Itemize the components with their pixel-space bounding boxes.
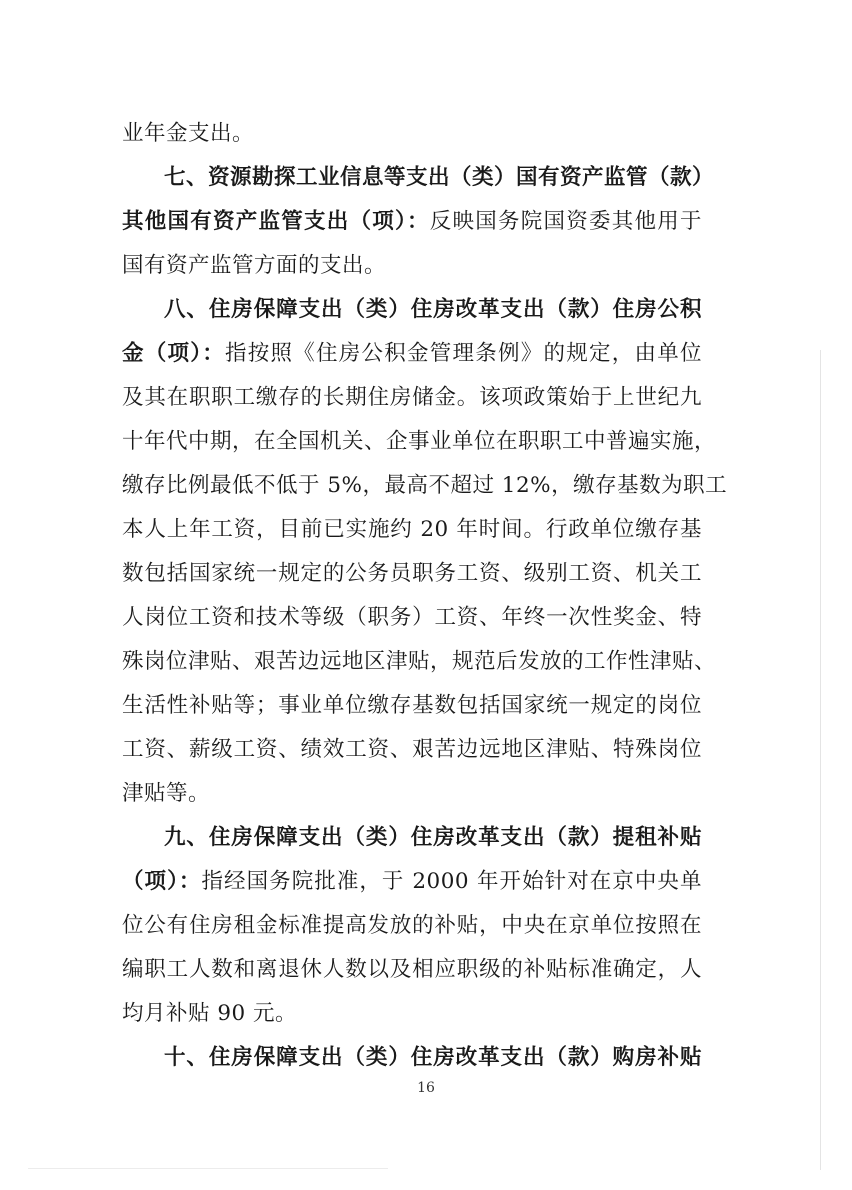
- section-heading-8: [164, 295, 702, 325]
- line-text: 国有资产监管方面的支出。: [122, 253, 387, 278]
- text-line: [122, 911, 702, 941]
- text-line: [122, 779, 702, 809]
- text-line: [122, 251, 702, 281]
- line-text: 津贴等。: [122, 781, 211, 806]
- text-line: [122, 867, 702, 897]
- line-text: 工资、薪级工资、绩效工资、艰苦边远地区津贴、特殊岗位: [122, 737, 702, 762]
- text-line: [122, 735, 702, 765]
- line-text: 业年金支出。: [122, 121, 255, 146]
- heading-text: 九、住房保障支出（类）住房改革支出（款）提租补贴: [164, 825, 702, 850]
- page-number: 16: [417, 1080, 435, 1096]
- line-text: 及其在职职工缴存的长期住房储金。该项政策始于上世纪九: [122, 385, 702, 410]
- line-text: 十年代中期，在全国机关、企事业单位在职职工中普遍实施，: [122, 429, 717, 454]
- heading-text: 八、住房保障支出（类）住房改革支出（款）住房公积: [164, 297, 702, 322]
- text-line: [122, 471, 728, 501]
- heading-text: 七、资源勘探工业信息等支出（类）国有资产监管（款）: [164, 165, 715, 190]
- line-text: 位公有住房租金标准提高发放的补贴，中央在京单位按照在: [122, 913, 702, 938]
- heading-text: 其他国有资产监管支出（项）：: [122, 209, 430, 234]
- scan-edge-line: [820, 350, 821, 1170]
- heading-text: 十、住房保障支出（类）住房改革支出（款）购房补贴: [164, 1045, 702, 1070]
- text-line: [122, 955, 702, 985]
- text-line: [122, 691, 702, 721]
- line-text: 数包括国家统一规定的公务员职务工资、级别工资、机关工: [122, 561, 702, 586]
- line-text: 缴存比例最低不低于 5%，最高不超过 12%，缴存基数为职工: [122, 473, 728, 498]
- line-text: 反映国务院国资委其他用于: [429, 209, 702, 234]
- scan-edge-line: [28, 1168, 388, 1169]
- line-text: 人岗位工资和技术等级（职务）工资、年终一次性奖金、特: [122, 605, 702, 630]
- text-line: [122, 339, 702, 369]
- line-text: 本人上年工资，目前已实施约 20 年时间。行政单位缴存基: [122, 517, 702, 542]
- section-heading-9: [164, 823, 702, 853]
- text-line: [122, 999, 702, 1029]
- text-line: [122, 119, 702, 149]
- line-text: 编职工人数和离退休人数以及相应职级的补贴标准确定，人: [122, 957, 702, 982]
- line-text: 指经国务院批准，于 2000 年开始针对在京中央单: [201, 869, 702, 894]
- line-text: 殊岗位津贴、艰苦边远地区津贴，规范后发放的工作性津贴、: [122, 649, 717, 674]
- line-text: 生活性补贴等；事业单位缴存基数包括国家统一规定的岗位: [122, 693, 702, 718]
- line-text: 指按照《住房公积金管理条例》的规定，由单位: [225, 341, 702, 366]
- heading-text: 金（项）：: [122, 341, 225, 366]
- text-line: [122, 515, 702, 545]
- heading-text: （项）：: [122, 869, 202, 894]
- line-text: 均月补贴 90 元。: [122, 1001, 298, 1026]
- text-line: [122, 559, 702, 589]
- text-line: [122, 207, 702, 237]
- text-line: [122, 427, 717, 457]
- text-line: [122, 383, 702, 413]
- section-heading-10: [164, 1043, 702, 1073]
- section-heading-7: [164, 163, 715, 193]
- text-line: [122, 603, 702, 633]
- text-line: [122, 647, 717, 677]
